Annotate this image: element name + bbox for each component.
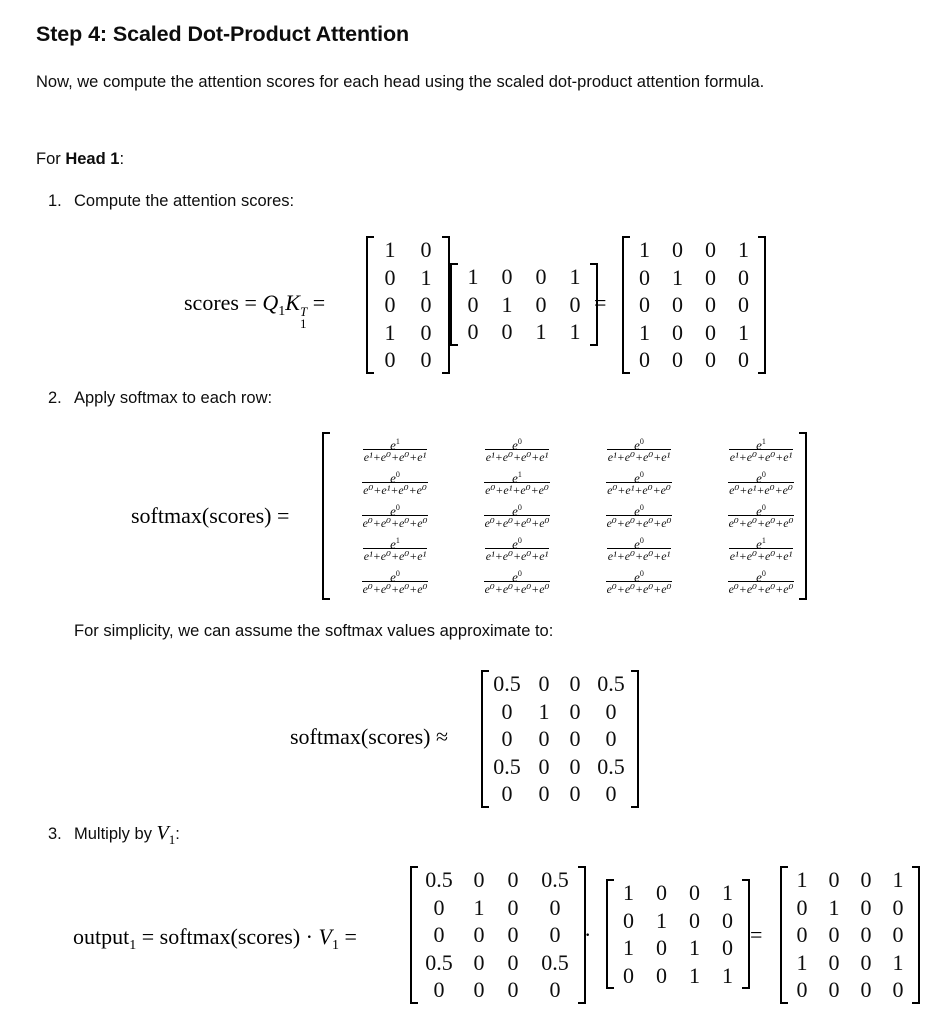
matrix-cell: 1 <box>569 319 581 344</box>
matrix-cell: 0 <box>384 347 396 372</box>
softmax-fraction: $\frac{e^0}{\text{e⁰+e⁰+e⁰+e⁰}}$ <box>606 569 672 596</box>
matrix-cell: 0 <box>705 319 716 345</box>
matrix-cell: 1 <box>384 319 396 345</box>
matrix-cell: 1 <box>689 962 700 988</box>
softmax-fraction: $\frac{e^0}{\text{e⁰+e⁰+e⁰+e⁰}}$ <box>484 569 550 596</box>
matrix-cell: 1 <box>420 264 432 290</box>
matrix-cell: 1 <box>828 894 840 920</box>
step-number: 2. <box>48 389 62 407</box>
matrix-cell: 0 <box>860 949 872 975</box>
matrix-cell: 1 <box>892 867 904 892</box>
matrix-cell: 0 <box>656 962 667 988</box>
matrix-cell: 0 <box>467 291 479 317</box>
step-1 <box>48 192 294 211</box>
matrix-scores-result <box>622 236 766 374</box>
matrix-cell: 0 <box>384 264 396 290</box>
matrix-cell: 0 <box>796 894 808 920</box>
matrix-cell: 0 <box>501 698 513 724</box>
matrix-softmax-4 <box>410 866 586 1004</box>
matrix-cell: 0 <box>672 319 683 345</box>
matrix-cell: 1 <box>467 264 479 289</box>
matrix-cell: 0 <box>501 264 513 289</box>
matrix-cell: 0 <box>705 264 716 290</box>
head-subheading <box>36 150 124 169</box>
matrix-cell: 1 <box>639 319 650 345</box>
subheading-suffix: : <box>119 150 125 168</box>
softmax-fraction: $\frac{e^0}{\text{e⁰+e⁰+e⁰+e⁰}}$ <box>606 503 672 530</box>
matrix-cell: 1 <box>796 867 808 892</box>
matrix-cell: 0 <box>535 291 547 317</box>
matrix-cell: 0 <box>605 726 617 751</box>
matrix-cell: 0 <box>473 922 485 947</box>
matrix-cell: 0 <box>507 949 519 975</box>
matrix-cell: 1 <box>672 264 683 290</box>
matrix-cell: 0 <box>672 292 683 317</box>
step-text: Multiply by <box>74 825 157 843</box>
matrix-cell: 1 <box>538 698 550 724</box>
matrix-cell: 1 <box>639 237 650 262</box>
eq4-equals-2: = <box>750 922 763 947</box>
v-symbol: V <box>318 924 332 949</box>
matrix-cell: 0.5 <box>493 753 521 779</box>
matrix-cell: 0 <box>473 977 485 1002</box>
matrix-cell: 0 <box>501 319 513 344</box>
matrix-cell: 0 <box>569 671 581 696</box>
matrix-cell: 0 <box>796 922 808 947</box>
matrix-cell: 0 <box>623 962 634 988</box>
matrix-cell: 1 <box>738 237 749 262</box>
matrix-cell: 0 <box>656 935 667 960</box>
matrix-cell: 1 <box>892 949 904 975</box>
matrix-cell: 0 <box>672 347 683 372</box>
matrix-cell: 0 <box>507 922 519 947</box>
v-sub: 1 <box>168 832 176 847</box>
matrix-cell: 0 <box>507 894 519 920</box>
matrix-cell: 1 <box>656 907 667 933</box>
matrix-cell: 0 <box>623 907 634 933</box>
matrix-cell: 0 <box>507 867 519 892</box>
eq3-lhs: softmax(scores) ≈ <box>290 724 449 749</box>
matrix-output-result <box>780 866 920 1004</box>
matrix-cell: 0 <box>569 698 581 724</box>
matrix-k1t <box>450 263 598 346</box>
step-suffix: : <box>175 825 180 843</box>
matrix-cell: 0 <box>549 977 561 1002</box>
k-sub: 1 <box>299 316 307 331</box>
matrix-cell: 1 <box>569 264 581 289</box>
step-3 <box>48 822 180 848</box>
matrix-cell: 0 <box>639 264 650 290</box>
softmax-fraction: $\frac{e^1}{\text{e¹+e⁰+e⁰+e¹}}$ <box>363 536 427 563</box>
matrix-cell: 0 <box>892 894 904 920</box>
eq4-lhs <box>73 924 357 954</box>
matrix-cell: 0 <box>605 698 617 724</box>
subheading-bold: Head 1 <box>65 150 120 168</box>
matrix-cell: 0 <box>467 319 479 344</box>
v-sub: 1 <box>331 938 339 953</box>
matrix-cell: 1 <box>689 935 700 960</box>
softmax-fraction: $\frac{e^0}{\text{e¹+e⁰+e⁰+e¹}}$ <box>607 437 671 464</box>
softmax-fraction: $\frac{e^0}{\text{e⁰+e⁰+e⁰+e⁰}}$ <box>484 503 550 530</box>
matrix-cell: 0.5 <box>541 867 569 892</box>
matrix-cell: 0 <box>538 726 550 751</box>
eq1-lhs: scores = $Q_1K$ T 1 = <box>184 290 326 331</box>
matrix-cell: 0.5 <box>541 949 569 975</box>
matrix-cell: 0 <box>639 347 650 372</box>
softmax-fraction: $\frac{e^0}{\text{e⁰+e⁰+e⁰+e⁰}}$ <box>362 569 428 596</box>
matrix-cell: 0 <box>420 319 432 345</box>
eq4-equals: = <box>344 924 357 949</box>
matrix-cell: 0.5 <box>597 671 625 696</box>
matrix-cell: 0 <box>828 867 840 892</box>
output-word: output <box>73 924 130 949</box>
matrix-cell: 0 <box>796 977 808 1002</box>
step-text: Compute the attention scores: <box>74 192 295 210</box>
softmax-fraction: $\frac{e^0}{\text{e⁰+e¹+e⁰+e⁰}}$ <box>363 470 427 497</box>
matrix-cell: 0 <box>549 922 561 947</box>
step-number: 3. <box>48 825 62 843</box>
matrix-cell: 0.5 <box>493 671 521 696</box>
matrix-softmax-approx <box>481 670 639 808</box>
softmax-fraction: $\frac{e^1}{\text{e¹+e⁰+e⁰+e¹}}$ <box>729 536 793 563</box>
eq1-equals: = <box>594 290 607 315</box>
matrix-cell: 1 <box>623 935 634 960</box>
intro-paragraph: Now, we compute the attention scores for each head using the scaled dot-product attention formula. <box>36 73 765 91</box>
matrix-cell: 0 <box>384 292 396 317</box>
matrix-cell: 1 <box>738 319 749 345</box>
softmax-fraction: $\frac{e^0}{\text{e⁰+e⁰+e⁰+e⁰}}$ <box>728 503 794 530</box>
matrix-cell: 0 <box>722 907 733 933</box>
softmax-fraction: $\frac{e^1}{\text{e¹+e⁰+e⁰+e¹}}$ <box>363 437 427 464</box>
matrix-cell: 0.5 <box>597 753 625 779</box>
step-number: 1. <box>48 192 62 210</box>
matrix-cell: 1 <box>535 319 547 344</box>
softmax-fraction: $\frac{e^0}{\text{e¹+e⁰+e⁰+e¹}}$ <box>607 536 671 563</box>
section-heading: Step 4: Scaled Dot-Product Attention <box>36 22 410 46</box>
softmax-fraction: $\frac{e^0}{\text{e⁰+e⁰+e⁰+e⁰}}$ <box>728 569 794 596</box>
matrix-cell: 1 <box>384 237 396 262</box>
matrix-cell: 0 <box>535 264 547 289</box>
softmax-fraction: $\frac{e^0}{\text{e¹+e⁰+e⁰+e¹}}$ <box>485 536 549 563</box>
matrix-cell: 1 <box>501 291 513 317</box>
softmax-fraction: $\frac{e^0}{\text{e¹+e⁰+e⁰+e¹}}$ <box>485 437 549 464</box>
matrix-cell: 0 <box>569 781 581 806</box>
matrix-cell: 0 <box>860 922 872 947</box>
matrix-cell: 0 <box>738 264 749 290</box>
matrix-cell: 1 <box>473 894 485 920</box>
softmax-fraction: $\frac{e^1}{\text{e¹+e⁰+e⁰+e¹}}$ <box>729 437 793 464</box>
matrix-cell: 0 <box>689 880 700 905</box>
matrix-cell: 0 <box>689 907 700 933</box>
matrix-cell: 0 <box>569 291 581 317</box>
matrix-cell: 0 <box>501 781 513 806</box>
matrix-cell: 1 <box>796 949 808 975</box>
matrix-cell: 0 <box>549 894 561 920</box>
softmax-fraction-matrix <box>322 432 807 600</box>
matrix-cell: 0 <box>420 292 432 317</box>
matrix-cell: 0 <box>420 237 432 262</box>
matrix-cell: 0 <box>828 977 840 1002</box>
matrix-cell: 0 <box>569 726 581 751</box>
matrix-cell: 0 <box>538 781 550 806</box>
matrix-cell: 0 <box>473 949 485 975</box>
matrix-cell: 0 <box>892 977 904 1002</box>
step-2 <box>48 389 272 408</box>
matrix-cell: 0 <box>538 671 550 696</box>
matrix-q1 <box>366 236 450 374</box>
matrix-cell: 0 <box>569 753 581 779</box>
matrix-cell: 0 <box>860 894 872 920</box>
q-sub: 1 <box>278 304 286 319</box>
matrix-cell: 0 <box>433 922 445 947</box>
matrix-cell: 0 <box>738 292 749 317</box>
eq2-lhs: softmax(scores) = <box>131 503 290 528</box>
matrix-cell: 0 <box>828 922 840 947</box>
matrix-cell: 0 <box>828 949 840 975</box>
output-sub: 1 <box>129 938 137 953</box>
matrix-cell: 0 <box>705 292 716 317</box>
eq4-dot: · <box>584 922 592 947</box>
softmax-fraction: $\frac{e^1}{\text{e⁰+e¹+e⁰+e⁰}}$ <box>485 470 549 497</box>
step-text: Apply softmax to each row: <box>74 389 273 407</box>
matrix-cell: 0.5 <box>425 867 453 892</box>
softmax-fraction: $\frac{e^0}{\text{e⁰+e¹+e⁰+e⁰}}$ <box>729 470 793 497</box>
matrix-cell: 0 <box>722 935 733 960</box>
matrix-cell: 0 <box>639 292 650 317</box>
matrix-v1 <box>606 879 750 989</box>
matrix-cell: 0 <box>860 977 872 1002</box>
matrix-cell: 0 <box>501 726 513 751</box>
simplicity-note: For simplicity, we can assume the softmax values approximate to: <box>74 622 554 640</box>
matrix-cell: 0 <box>672 237 683 262</box>
eq4-mid: = softmax(scores) · <box>136 924 319 949</box>
k-sup: T <box>299 304 308 319</box>
matrix-cell: 0 <box>433 894 445 920</box>
matrix-cell: 1 <box>623 880 634 905</box>
matrix-cell: 0.5 <box>425 949 453 975</box>
matrix-cell: 0 <box>656 880 667 905</box>
matrix-cell: 0 <box>507 977 519 1002</box>
matrix-cell: 0 <box>605 781 617 806</box>
v-symbol: V <box>156 822 169 844</box>
matrix-cell: 0 <box>705 347 716 372</box>
matrix-cell: 1 <box>722 880 733 905</box>
matrix-cell: 0 <box>705 237 716 262</box>
matrix-cell: 0 <box>433 977 445 1002</box>
softmax-fraction: $\frac{e^0}{\text{e⁰+e¹+e⁰+e⁰}}$ <box>607 470 671 497</box>
matrix-cell: 0 <box>473 867 485 892</box>
matrix-cell: 0 <box>738 347 749 372</box>
matrix-cell: 0 <box>420 347 432 372</box>
matrix-cell: 0 <box>860 867 872 892</box>
softmax-fraction: $\frac{e^0}{\text{e⁰+e⁰+e⁰+e⁰}}$ <box>362 503 428 530</box>
matrix-cell: 0 <box>892 922 904 947</box>
matrix-cell: 1 <box>722 962 733 988</box>
subheading-prefix: For <box>36 150 66 168</box>
matrix-cell: 0 <box>538 753 550 779</box>
